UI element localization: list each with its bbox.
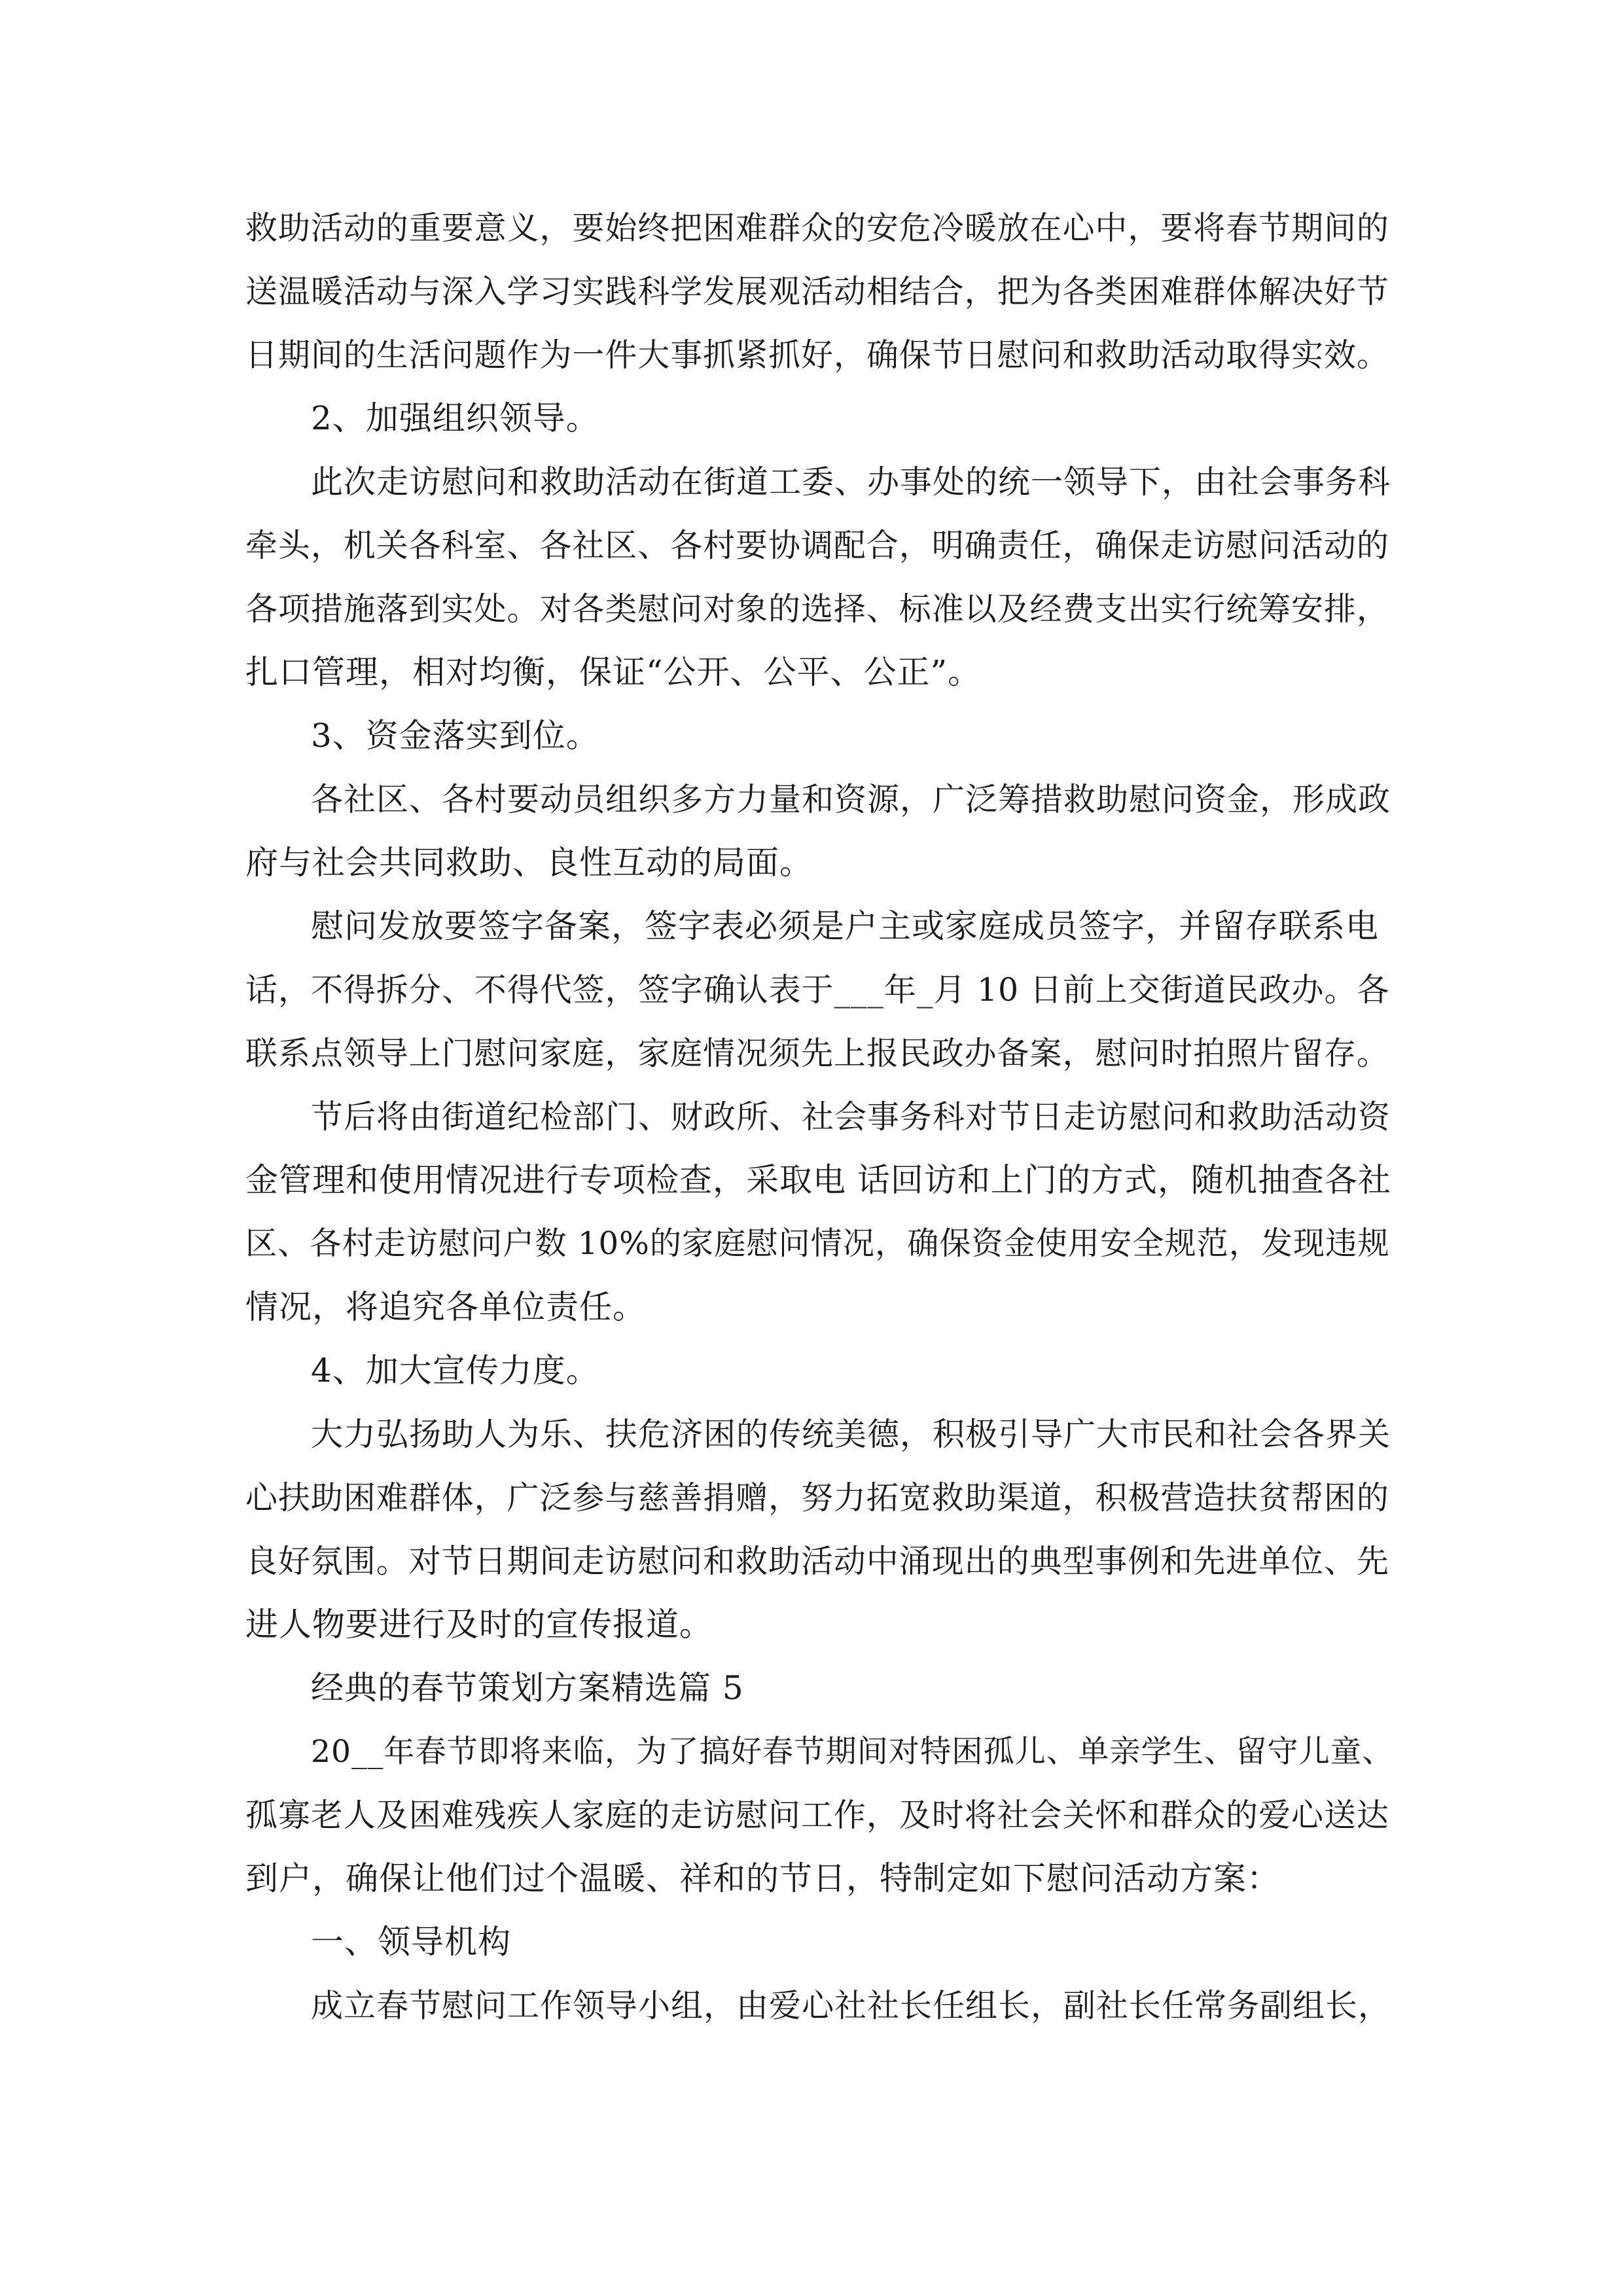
text-line: 金管理和使用情况进行专项检查，采取电 话回访和上门的方式，随机抽查各社	[245, 1161, 1391, 1199]
text-line: 心扶助困难群体，广泛参与慈善捐赠，努力拓宽救助渠道，积极营造扶贫帮困的	[245, 1479, 1389, 1516]
text-line: 各项措施落到实处。对各类慰问对象的选择、标准以及经费支出实行统筹安排，	[245, 590, 1389, 628]
text-line: 节后将由街道纪检部门、财政所、社会事务科对节日走访慰问和救助活动资	[311, 1098, 1391, 1136]
article-title: 经典的春节策划方案精选篇 5	[311, 1669, 744, 1707]
document-body	[245, 196, 1400, 2037]
section-heading: 3、资金落实到位。	[311, 717, 599, 755]
text-line: 联系点领导上门慰问家庭，家庭情况须先上报民政办备案，慰问时拍照片留存。	[245, 1035, 1389, 1072]
text-line: 救助活动的重要意义，要始终把困难群众的安危冷暖放在心中，要将春节期间的	[245, 209, 1389, 247]
text-line: 此次走访慰问和救助活动在街道工委、办事处的统一领导下，由社会事务科	[311, 463, 1391, 501]
text-line: 成立春节慰问工作领导小组，由爱心社社长任组长，副社长任常务副组长，	[311, 1987, 1391, 2024]
text-line: 各社区、各村要动员组织多方力量和资源，广泛筹措救助慰问资金，形成政	[311, 781, 1391, 818]
section-heading: 2、加强组织领导。	[311, 399, 599, 437]
text-line: 区、各村走访慰问户数 10%的家庭慰问情况，确保资金使用安全规范，发现违规	[245, 1225, 1390, 1262]
text-line: 进人物要进行及时的宣传报道。	[245, 1605, 713, 1643]
text-line: 扎口管理，相对均衡，保证“公开、公平、公正”。	[245, 653, 982, 691]
section-heading: 一、领导机构	[311, 1923, 511, 1961]
text-line: 大力弘扬助人为乐、扶危济困的传统美德，积极引导广大市民和社会各界关	[311, 1416, 1391, 1453]
text-line: 日期间的生活问题作为一件大事抓紧抓好，确保节日慰问和救助活动取得实效。	[245, 336, 1389, 374]
section-heading: 4、加大宣传力度。	[311, 1352, 599, 1390]
text-line: 良好氛围。对节日期间走访慰问和救助活动中涌现出的典型事例和先进单位、先	[245, 1543, 1389, 1580]
text-line: 到户，确保让他们过个温暖、祥和的节日，特制定如下慰问活动方案：	[245, 1859, 1280, 1897]
text-line: 话，不得拆分、不得代签，签字确认表于___年_月 10 日前上交街道民政办。各	[245, 971, 1390, 1009]
text-line: 20__年春节即将来临，为了搞好春节期间对特困孤儿、单亲学生、留守儿童、	[311, 1734, 1394, 1770]
text-line: 牵头，机关各科室、各社区、各村要协调配合，明确责任，确保走访慰问活动的	[245, 527, 1389, 564]
text-line: 孤寡老人及困难残疾人家庭的走访慰问工作，及时将社会关怀和群众的爱心送达	[245, 1797, 1389, 1834]
text-line: 情况，将追究各单位责任。	[245, 1288, 646, 1326]
text-line: 慰问发放要签字备案，签字表必须是户主或家庭成员签字，并留存联系电	[311, 907, 1379, 945]
text-line: 送温暖活动与深入学习实践科学发展观活动相结合，把为各类困难群体解决好节	[245, 273, 1389, 310]
text-line: 府与社会共同救助、良性互动的局面。	[245, 844, 813, 882]
